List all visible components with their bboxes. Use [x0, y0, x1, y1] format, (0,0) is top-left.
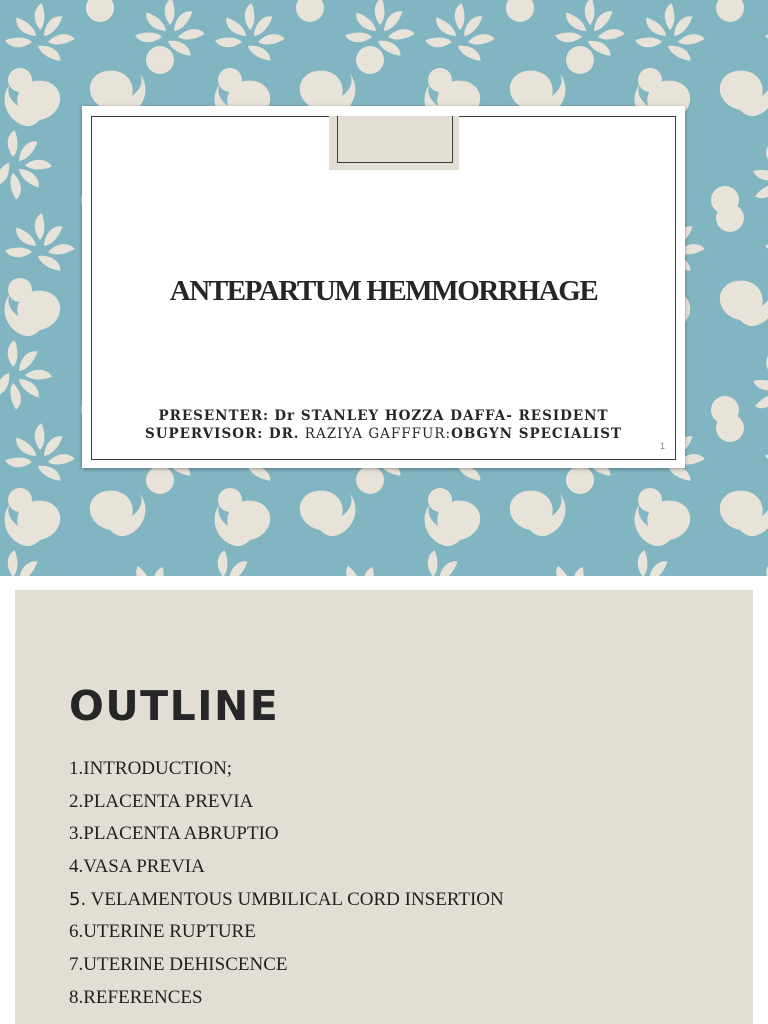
list-item-number: 7.: [69, 954, 84, 976]
presenter-name: Dr STANLEY HOZZA DAFFA- RESIDENT: [274, 408, 609, 424]
list-item-text: PLACENTA ABRUPTIO: [83, 823, 279, 845]
supervisor-label: SUPERVISOR: DR.: [144, 426, 300, 442]
presenter-label: PRESENTER:: [158, 408, 270, 424]
outline-list: [69, 755, 504, 1017]
list-item-number: 8.: [69, 986, 84, 1008]
list-item-number: 3.: [69, 823, 84, 845]
list-item-text: REFERENCES: [83, 986, 203, 1008]
list-item-text: VASA PREVIA: [83, 856, 205, 878]
list-item: [69, 755, 504, 788]
list-item-text: UTERINE DEHISCENCE: [83, 954, 288, 976]
list-item: [69, 853, 504, 886]
list-item-number: 4.: [69, 856, 84, 878]
header-tab: [329, 116, 459, 170]
slide-title: ANTEPARTUM HEMMORRHAGE: [169, 275, 598, 307]
outline-slide: [15, 590, 753, 1024]
list-item: [69, 918, 504, 951]
list-item-text: PLACENTA PREVIA: [83, 790, 254, 812]
presenter-line: [92, 407, 675, 425]
list-item: [69, 886, 504, 919]
list-item-number: 6.: [69, 921, 84, 943]
outline-title: OUTLINE: [69, 682, 280, 730]
header-tab-border: [337, 116, 453, 163]
list-item-number: 1.: [69, 758, 84, 779]
list-item-text: INTRODUCTION;: [83, 758, 233, 779]
title-card-border: [91, 116, 676, 460]
list-item: [69, 951, 504, 984]
list-item: [69, 788, 504, 821]
title-card: [82, 106, 685, 468]
list-item: [69, 984, 504, 1017]
list-item-text: VELAMENTOUS UMBILICAL CORD INSERTION: [86, 888, 504, 910]
supervisor-name: RAZIYA GAFFFUR:: [299, 426, 452, 442]
supervisor-line: [92, 425, 675, 443]
supervisor-role: OBGYN SPECIALIST: [451, 426, 623, 442]
slide-number: 1: [659, 441, 665, 451]
list-item: [69, 820, 504, 853]
credits: [92, 407, 675, 443]
list-item-number: 2.: [69, 790, 84, 812]
list-item-number: 5.: [69, 888, 87, 910]
list-item-text: UTERINE RUPTURE: [83, 921, 256, 943]
